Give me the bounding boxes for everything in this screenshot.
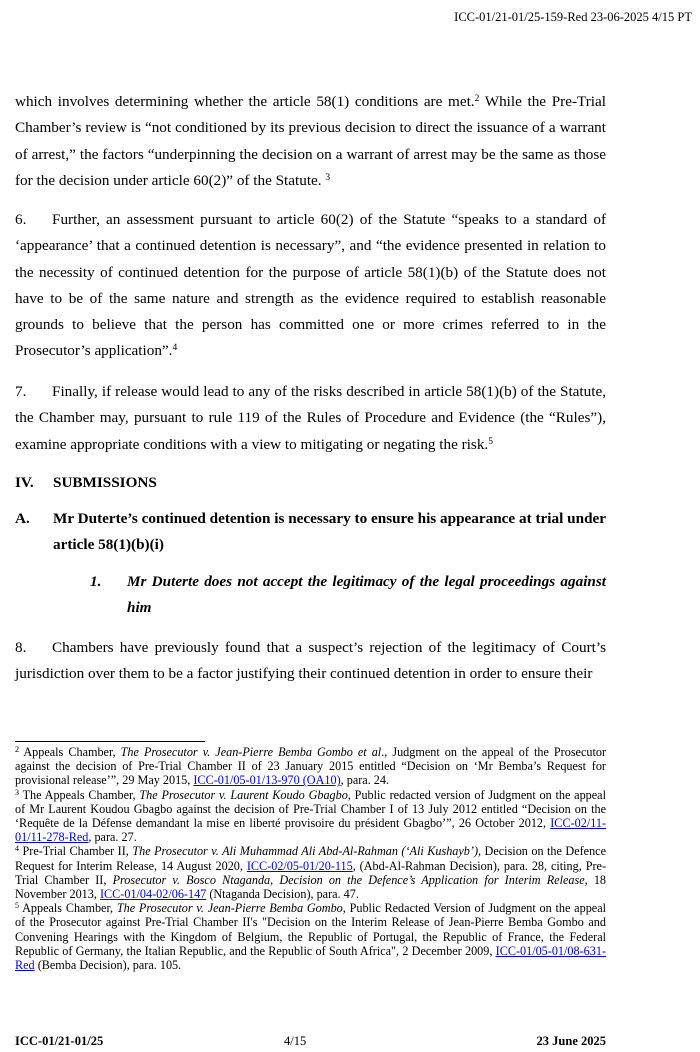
footnote-text: ., Judgment on the appeal of the Prosecutor against the decision of Pre-Trial Chamber II of 23 January 2015 entitled “Decision on ‘Mr Bemba’s Request for provisional release’”, 29 May 2015, bbox=[15, 745, 607, 788]
paragraph-8 bbox=[15, 635, 606, 688]
paragraph-number: 8. bbox=[15, 639, 27, 656]
footnote-number: 2 bbox=[15, 745, 19, 754]
footnote-ref[interactable]: 2 bbox=[474, 94, 480, 104]
case-name: The Prosecutor v. Jean-Pierre Bemba Gombo bbox=[116, 901, 343, 916]
footnote-number: 4 bbox=[15, 844, 19, 854]
footnote-number: 5 bbox=[15, 901, 19, 911]
footnote-link[interactable]: ICC-01/05-01/08-631-Red bbox=[15, 943, 606, 973]
paragraph-7 bbox=[15, 379, 606, 458]
footnote-text: , Public redacted version of Judgment on the appeal of Mr Laurent Koudou Gbagbo against the decision of Pre-Trial Chamber I of 13 July 2012 entitled “Decision on the ‘Requête de la Défense demandant la mise en liberté provisoire du président Gbagbo’”, 26 October 2012, bbox=[15, 787, 606, 831]
footnote-text: , (Abd-Al-Rahman Decision), para. 28, citing, Pre-Trial Chamber II, bbox=[15, 858, 606, 887]
footnote-text: , Public Redacted Version of Judgment on the appeal of the Prosecutor against Pre-Trial Chamber II's "Decision on the Interim Release of Jean-Pierre Bemba Gombo and Convening Hearings with the Kingdom of Belgium, the Republic of Portugal, the Republic of France, the Federal Republic of Germany, the Italian Republic, and the Republic of South Africa", 2 December 2009, bbox=[15, 901, 606, 958]
case-name: The Prosecutor v. Ali Muhammad Ali Abd-Al-Rahman (‘Ali Kushayb’) bbox=[132, 844, 479, 859]
footer-page-number: 4/15 bbox=[284, 1034, 307, 1048]
footnote-text: (Ntaganda Decision), para. 47. bbox=[206, 887, 359, 902]
paragraph-text: Further, an assessment pursuant to article 60(2) of the Statute “speaks to a standard of ‘appearance’ that a continued detention is necessary”, and “the evidence presented in relation to the necessity of continued detention for the purpose of article 58(1)(b) of the Statute does not have to be of the same nature and strength as the evidence required to establish reasonable grounds to believe that the person has committed one or more crimes referred to in the Prosecutor’s application”. bbox=[15, 211, 606, 360]
footer-case-number: ICC-01/21-01/25 bbox=[15, 1034, 104, 1048]
section-number: A. bbox=[15, 510, 30, 527]
footnote-ref[interactable]: 4 bbox=[172, 343, 178, 354]
footnote-link[interactable]: ICC-01/05-01/13-970 (OA10) bbox=[193, 773, 341, 788]
footnote-text: Appeals Chamber, bbox=[19, 745, 121, 759]
paragraph-text: Chambers have previously found that a suspect’s rejection of the legitimacy of Court’s jurisdiction over them to be a factor justifying their continued detention in order to ensure their bbox=[15, 639, 606, 683]
header-document-reference: ICC-01/21-01/25-159-Red 23-06-2025 4/15 PT bbox=[454, 10, 692, 24]
paragraph-text: Finally, if release would lead to any of the risks described in article 58(1)(b) of the Statute, the Chamber may, pursuant to rule 119 of the Rules of Procedure and Evidence (the “Rules”), examine appropriate conditions with a view to mitigating or negating the risk. bbox=[15, 383, 606, 453]
paragraph-number: 7. bbox=[15, 383, 27, 400]
footnote-3 bbox=[15, 788, 606, 845]
section-title: SUBMISSIONS bbox=[53, 474, 157, 491]
case-name: Prosecutor v. Bosco Ntaganda, Decision on the Defence’s Application for Interim Release bbox=[112, 872, 585, 887]
footnote-link[interactable]: ICC-01/04-02/06-147 bbox=[99, 887, 207, 902]
footnote-4 bbox=[15, 844, 606, 901]
footnote-text: , 18 November 2013, bbox=[15, 872, 607, 902]
footer-date: 23 June 2025 bbox=[536, 1034, 606, 1048]
paragraph-6 bbox=[15, 207, 606, 365]
paragraph-text: which involves determining whether the article 58(1) conditions are met. bbox=[15, 93, 475, 110]
footnote-text: (Bemba Decision), para. 105. bbox=[34, 958, 182, 973]
case-name: The Prosecutor v. Laurent Koudo Gbagbo bbox=[139, 787, 348, 802]
footnotes bbox=[15, 745, 606, 972]
paragraph-number: 6. bbox=[15, 211, 27, 228]
section-title: Mr Duterte’s continued detention is necessary to ensure his appearance at trial under article 58(1)(b)(i) bbox=[53, 510, 606, 554]
footnote-text: , para. 24. bbox=[340, 773, 390, 788]
footnote-2 bbox=[15, 745, 606, 788]
footnote-text: The Appeals Chamber, bbox=[19, 787, 140, 802]
paragraph-continuation bbox=[15, 89, 606, 194]
footnote-5 bbox=[15, 901, 606, 972]
footnote-link[interactable]: ICC-02/05-01/20-115 bbox=[246, 858, 353, 873]
paragraph-text: While the Pre-Trial Chamber’s review is “not conditioned by its previous decision to direct the issuance of a warrant of arrest,” the factors “underpinning the decision on a warrant of arrest may be the same as those for the decision under article 60(2)” of the Statute. bbox=[15, 93, 606, 189]
subsection-number: 1. bbox=[90, 573, 102, 590]
case-name: The Prosecutor v. Jean-Pierre Bemba Gombo et al bbox=[120, 745, 382, 759]
footnote-text: , Decision on the Defence Request for Interim Release, 14 August 2020, bbox=[15, 844, 606, 873]
subsection-title: Mr Duterte does not accept the legitimacy of the legal proceedings against him bbox=[127, 573, 606, 617]
footnote-separator bbox=[15, 741, 205, 742]
section-number: IV. bbox=[15, 474, 34, 491]
footnote-text: Pre-Trial Chamber II, bbox=[19, 844, 133, 859]
footnote-ref[interactable]: 5 bbox=[488, 436, 493, 447]
footnote-number: 3 bbox=[15, 787, 19, 797]
footnote-ref[interactable]: 3 bbox=[325, 172, 331, 183]
footnote-text: Appeals Chamber, bbox=[19, 901, 117, 916]
footnote-text: , para. 27. bbox=[88, 830, 137, 845]
footnote-link[interactable]: ICC-02/11-01/11-278-Red bbox=[15, 816, 606, 845]
